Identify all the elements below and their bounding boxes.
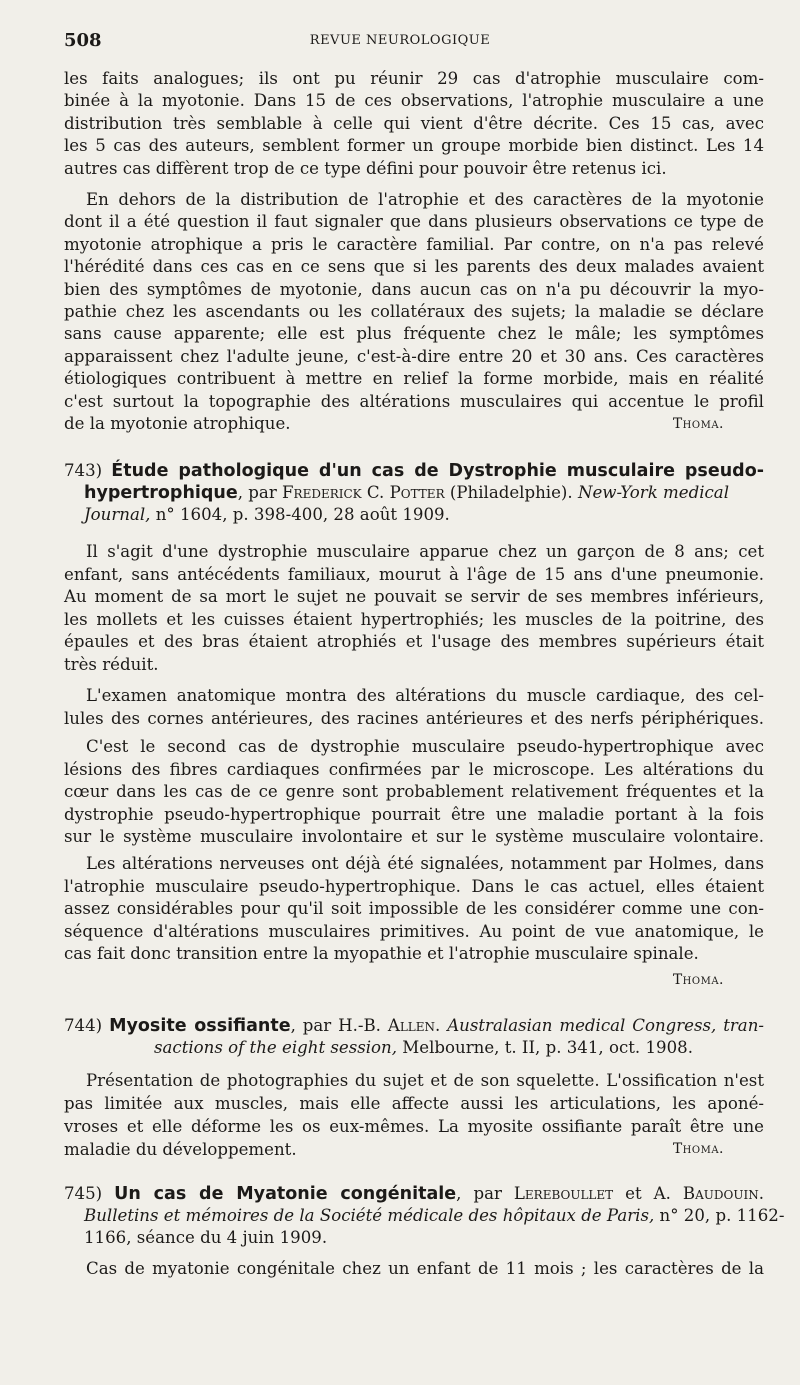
- text-line: sans cause apparente; elle est plus fréquente chez le mâle; les symptômes: [64, 324, 764, 344]
- signature: Thoma.: [672, 1141, 724, 1157]
- article-title-line: 744) Myosite ossifiante, par H.-B. Allen. Australasian medical Congress, tran-: [64, 1016, 764, 1036]
- text-line: l'atrophie musculaire pseudo-hypertrophique. Dans le cas actuel, elles étaient: [64, 876, 764, 896]
- article-ref-line: 1166, séance du 4 juin 1909.: [84, 1228, 328, 1247]
- text-line: sur le système musculaire involontaire et sur le système musculaire volontaire.: [64, 827, 764, 846]
- article-title: Myosite ossifiante: [109, 1016, 291, 1036]
- text-line: épaules et des bras étaient atrophiés et l'usage des membres supérieurs était: [64, 632, 764, 651]
- article-title-line: 745) Un cas de Myatonie congénitale, par Lereboullet et A. Baudouin.: [64, 1184, 764, 1204]
- text-line: myotonie atrophique a pris le caractère familial. Par contre, on n'a pas relevé: [64, 234, 764, 254]
- page-number: 508: [64, 30, 102, 51]
- text-line: C'est le second cas de dystrophie musculaire pseudo-hypertrophique avec: [86, 737, 764, 756]
- article-ref-line: hypertrophique, par Frederick C. Potter (Philadelphie). New-York medical: [84, 483, 730, 503]
- article-title: Étude pathologique d'un cas de Dystrophie musculaire pseudo-: [111, 461, 764, 481]
- article-reference: Melbourne, t. II, p. 341, oct. 1908.: [397, 1038, 693, 1057]
- text-line: Les altérations nerveuses ont déjà été signalées, notamment par Holmes, dans: [86, 854, 764, 873]
- article-title-cont: hypertrophique: [84, 483, 238, 503]
- article-number: 743): [64, 461, 103, 480]
- article-number: 745): [64, 1184, 103, 1203]
- text-line: lésions des fibres cardiaques confirmées par le microscope. Les altérations du: [64, 759, 764, 779]
- text-line: apparaissent chez l'adulte jeune, c'est-à-dire entre 20 et 30 ans. Ces caractères: [64, 346, 764, 366]
- text-line: les 5 cas des auteurs, semblent former un groupe morbide bien distinct. Les 14: [64, 136, 764, 156]
- article-author: Baudouin: [682, 1184, 759, 1203]
- text-line: très réduit.: [64, 654, 159, 674]
- journal-name: Australasian medical Congress, tran-: [447, 1016, 764, 1035]
- text-line: les faits analogues; ils ont pu réunir 29 cas d'atrophie musculaire com-: [64, 69, 764, 88]
- text-line: cas fait donc transition entre la myopathie et l'atrophie musculaire spinale.: [64, 944, 699, 963]
- signature: Thoma.: [672, 416, 724, 432]
- text-line: bien des symptômes de myotonie, dans aucun cas on n'a pu découvrir la myo-: [64, 279, 764, 299]
- text-line: c'est surtout la topographie des altérations musculaires qui accentue le profil: [64, 391, 764, 411]
- article-ref-line: [64, 1037, 764, 1059]
- article-reference: n° 1604, p. 398-400, 28 août 1909.: [150, 505, 450, 524]
- text-line: dont il a été question il faut signaler que dans plusieurs observations ce type de: [64, 212, 764, 232]
- text-line: enfant, sans antécédents familiaux, mourut à l'âge de 15 ans d'une pneumonie.: [64, 564, 764, 584]
- text-line: En dehors de la distribution de l'atrophie et des caractères de la myotonie: [86, 190, 764, 209]
- text-line: Présentation de photographies du sujet et de son squelette. L'ossification n'est: [86, 1071, 764, 1090]
- article-author: Lereboullet: [513, 1184, 614, 1203]
- article-ref-line: [64, 504, 764, 526]
- text-line: L'examen anatomique montra des altérations du muscle cardiaque, des cel-: [86, 686, 764, 705]
- text-line: Au moment de sa mort le sujet ne pouvait se servir de ses membres inférieurs,: [64, 587, 764, 606]
- text-line: autres cas diffèrent trop de ce type défini pour pouvoir être retenus ici.: [64, 158, 667, 178]
- text-line: les mollets et les cuisses étaient hypertrophiés; les muscles de la poitrine, des: [64, 609, 764, 629]
- text-line: maladie du développement.: [64, 1140, 297, 1159]
- text-line: distribution très semblable à celle qui vient d'être décrite. Ces 15 cas, avec: [64, 113, 764, 133]
- journal-name: Journal,: [84, 505, 151, 524]
- text-line: dystrophie pseudo-hypertrophique pourrait être une maladie portant à la fois: [64, 804, 764, 824]
- article-ref-line: [64, 1205, 785, 1227]
- text-line: Il s'agit d'une dystrophie musculaire apparue chez un garçon de 8 ans; cet: [86, 542, 764, 561]
- text-line: binée à la myotonie. Dans 15 de ces observations, l'atrophie musculaire a une: [64, 91, 764, 111]
- article-reference: n° 20, p. 1162-: [654, 1206, 785, 1225]
- text-line: lules des cornes antérieures, des racines antérieures et des nerfs périphériques.: [64, 708, 764, 728]
- article-title-line: [64, 460, 764, 482]
- running-header: REVUE NEUROLOGIQUE: [309, 33, 491, 48]
- article-author: Frederick C. Potter: [282, 483, 445, 502]
- text-line: étiologiques contribuent à mettre en relief la forme morbide, mais en réalité: [64, 369, 764, 389]
- text-line: Cas de myatonie congénitale chez un enfant de 11 mois ; les caractères de la: [86, 1259, 764, 1278]
- signature: Thoma.: [672, 972, 724, 988]
- journal-name: Bulletins et mémoires de la Société médicale des hôpitaux de Paris,: [84, 1206, 655, 1225]
- article-author: H.-B. Allen: [338, 1016, 436, 1035]
- text-line: de la myotonie atrophique.: [64, 414, 291, 433]
- journal-name: sactions of the eight session,: [154, 1038, 398, 1057]
- text-line: pas limitée aux muscles, mais elle affecte aussi les articulations, les aponé-: [64, 1094, 764, 1113]
- text-line: séquence d'altérations musculaires primitives. Au point de vue anatomique, le: [64, 921, 764, 941]
- text-line: pathie chez les ascendants ou les collatéraux des sujets; la maladie se déclare: [64, 302, 764, 321]
- article-number: 744): [64, 1016, 103, 1035]
- text-line: l'hérédité dans ces cas en ce sens que si les parents des deux malades avaient: [64, 257, 764, 277]
- journal-name: New-York medical: [577, 483, 730, 502]
- article-title: Un cas de Myatonie congénitale: [114, 1184, 457, 1204]
- text-line: cœur dans les cas de ce genre sont probablement relativement fréquentes et la: [64, 782, 764, 801]
- text-line: assez considérables pour qu'il soit impossible de les considérer comme une con-: [64, 899, 764, 918]
- text-line: vroses et elle déforme les os eux-mêmes. La myosite ossifiante paraît être une: [64, 1117, 764, 1136]
